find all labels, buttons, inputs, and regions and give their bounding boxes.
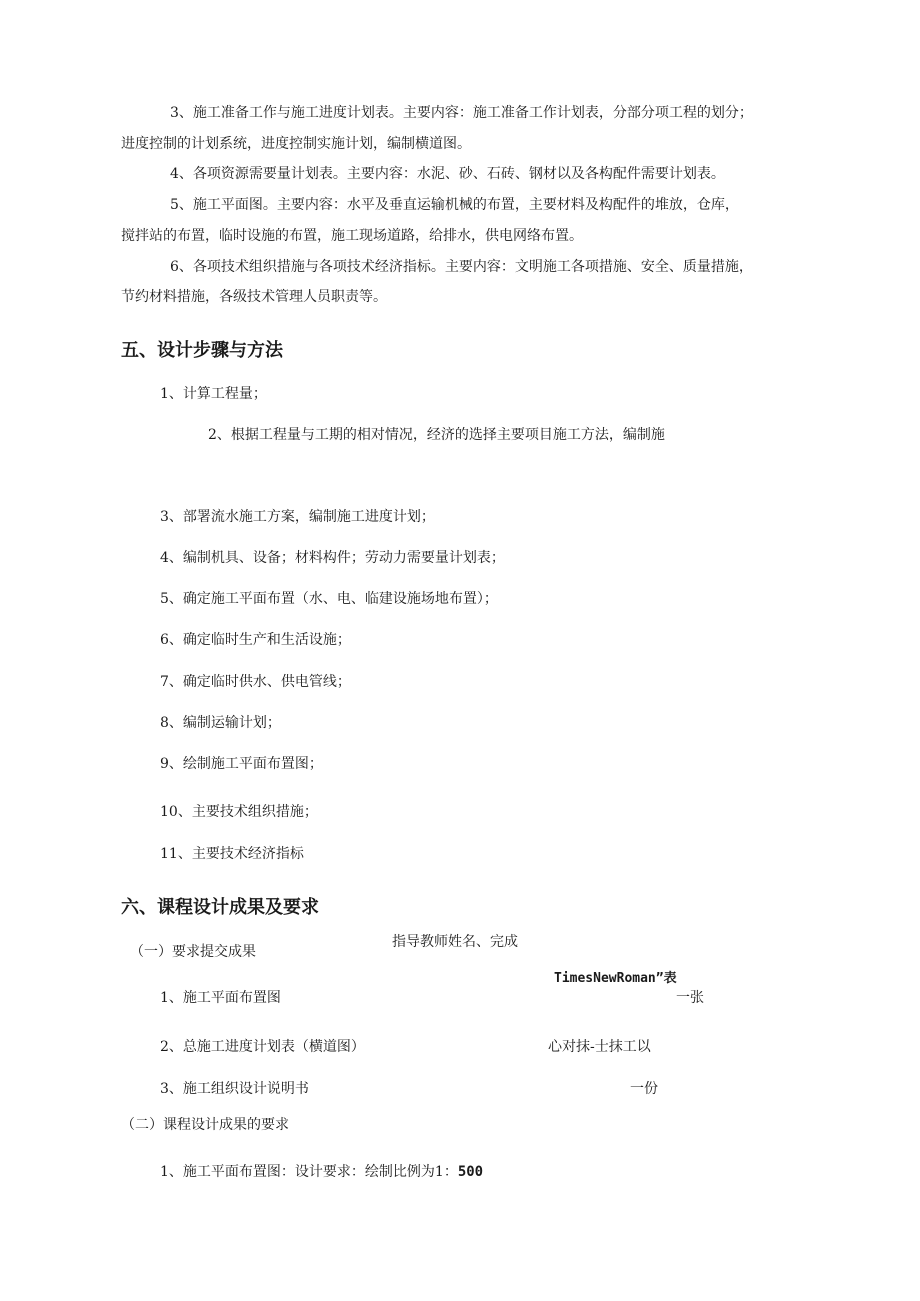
step-3: 3、部署流水施工方案，编制施工进度计划； xyxy=(160,509,435,525)
section5-heading: 五、设计步骤与方法 xyxy=(121,340,283,361)
step-4: 4、编制机具、设备；材料构件；劳动力需要量计划表； xyxy=(160,550,505,566)
section6-heading: 六、课程设计成果及要求 xyxy=(121,897,319,918)
step-8: 8、编制运输计划； xyxy=(160,715,281,731)
intro-line-4: 5、施工平面图。主要内容：水平及垂直运输机械的布置，主要材料及构配件的堆放，仓库， xyxy=(170,197,739,213)
result-item-1-label: 1、施工平面布置图 xyxy=(160,990,281,1006)
result-item-2-qty: 心对抹-士抹工以 xyxy=(548,1039,651,1055)
intro-line-3: 4、各项资源需要量计划表。主要内容：水泥、砂、石砖、钢材以及各构配件需要计划表。 xyxy=(170,166,725,182)
result-item-3-label: 3、施工组织设计说明书 xyxy=(160,1081,309,1097)
step-9: 9、绘制施工平面布置图； xyxy=(160,756,323,772)
intro-line-6: 6、各项技术组织措施与各项技术经济指标。主要内容：文明施工各项措施、安全、质量措施， xyxy=(170,259,753,275)
step-7: 7、确定临时供水、供电管线； xyxy=(160,674,351,690)
step-6: 6、确定临时生产和生活设施； xyxy=(160,632,351,648)
intro-line-5: 搅拌站的布置，临时设施的布置，施工现场道路，给排水，供电网络布置。 xyxy=(121,228,583,244)
step-1: 1、计算工程量； xyxy=(160,386,267,402)
intro-line-2: 进度控制的计划系统，进度控制实施计划，编制横道图。 xyxy=(121,136,471,152)
result-item-1-qty: 一张 xyxy=(676,990,704,1006)
scale-value: 500 xyxy=(457,1164,484,1180)
step-10: 10、主要技术组织措施； xyxy=(160,804,318,820)
intro-line-7: 节约材料措施，各级技术管理人员职责等。 xyxy=(121,289,387,305)
step-2: 2、根据工程量与工期的相对情况，经济的选择主要项目施工方法，编制施 xyxy=(208,427,665,443)
subsection-2-title: （二）课程设计成果的要求 xyxy=(121,1117,289,1133)
result-item-2-label: 2、总施工进度计划表（横道图） xyxy=(160,1039,365,1055)
floating-note-1: 指导教师姓名、完成 xyxy=(392,934,518,950)
result-item-3-qty: 一份 xyxy=(630,1081,658,1097)
requirement-1 xyxy=(160,1163,483,1181)
step-11: 11、主要技术经济指标 xyxy=(160,846,304,862)
step-5: 5、确定施工平面布置（水、电、临建设施场地布置）； xyxy=(160,591,498,607)
floating-note-2: TimesNewRoman”表 xyxy=(554,971,677,986)
requirement-1-text: 1、施工平面布置图：设计要求：绘制比例为1： xyxy=(160,1164,458,1180)
intro-line-1: 3、施工准备工作与施工进度计划表。主要内容：施工准备工作计划表，分部分项工程的划分； xyxy=(170,105,753,121)
subsection-1-title: （一）要求提交成果 xyxy=(130,944,256,960)
